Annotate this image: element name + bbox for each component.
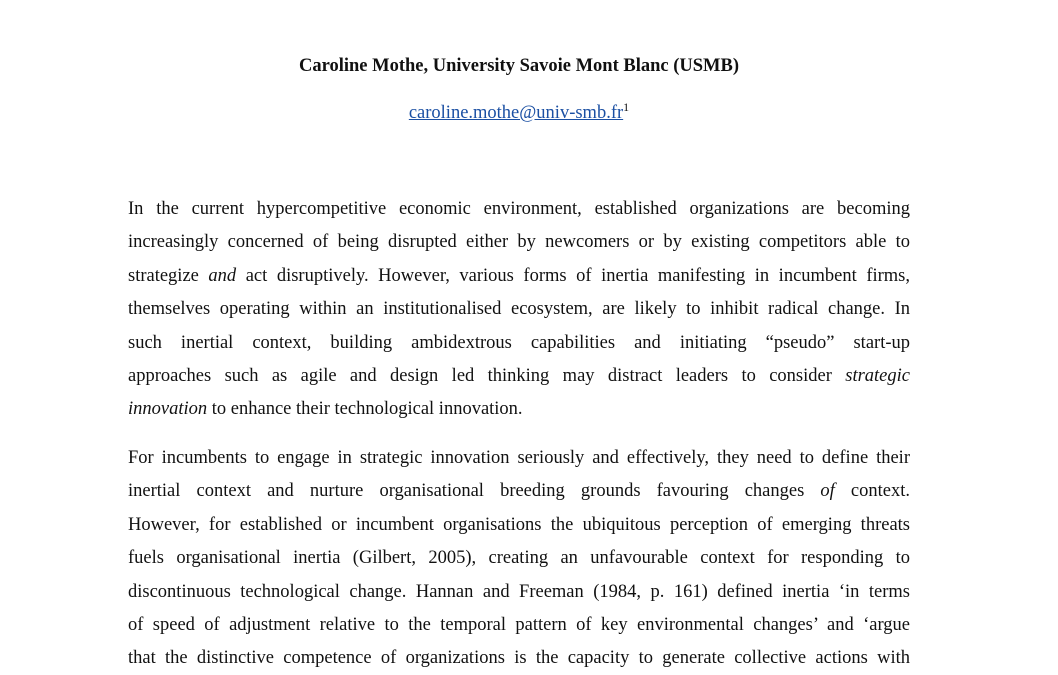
text-run: fuels organisational inertia (Gilbert, 2005), creating an unfavourable context for responding to xyxy=(128,548,910,569)
paragraph-2 xyxy=(128,442,910,675)
paragraph-line xyxy=(128,327,910,360)
text-run: of speed of adjustment relative to the temporal pattern of key environmental changes’ and ‘argue xyxy=(128,614,910,635)
text-run: inertial context and nurture organisational breeding grounds favouring changes xyxy=(128,481,821,502)
footnote-marker: 1 xyxy=(623,100,630,114)
paragraph-line xyxy=(128,260,910,293)
text-run: such inertial context, building ambidextrous capabilities and initiating “pseudo” start-up xyxy=(128,332,910,353)
text-run: In the current hypercompetitive economic environment, established organizations are becoming xyxy=(128,199,910,219)
italic-text: innovation xyxy=(128,399,208,420)
paragraph-line xyxy=(128,475,910,508)
paragraph-line xyxy=(128,293,910,326)
italic-text: strategic xyxy=(845,365,910,386)
text-run: themselves operating within an institutionalised ecosystem, are likely to inhibit radical change. In xyxy=(128,299,910,320)
paragraph-line xyxy=(128,442,910,475)
paragraph-line xyxy=(128,393,910,426)
paragraph-line xyxy=(128,542,910,575)
paragraph-line xyxy=(128,609,910,642)
email-link[interactable]: caroline.mothe@univ-smb.fr xyxy=(408,103,624,123)
text-run: strategize xyxy=(128,265,209,286)
paragraph-line xyxy=(128,360,910,393)
text-run: to enhance their technological innovation. xyxy=(207,399,523,420)
text-run: However, for established or incumbent organisations the ubiquitous perception of emerging threats xyxy=(128,514,910,535)
paragraph-line xyxy=(128,193,910,226)
text-run: act disruptively. However, various forms of inertia manifesting in incumbent firms, xyxy=(236,265,910,286)
text-run: approaches such as agile and design led thinking may distract leaders to consider xyxy=(128,365,846,386)
text-run: discontinuous technological change. Hannan and Freeman (1984, p. 161) defined inertia ‘in terms xyxy=(128,581,910,602)
text-run: increasingly concerned of being disrupted either by newcomers or by existing competitors able to xyxy=(128,232,910,253)
text-run: For incumbents to engage in strategic innovation seriously and effectively, they need to define their xyxy=(128,448,910,468)
paragraph-line xyxy=(128,509,910,542)
text-run: that the distinctive competence of organizations is the capacity to generate collective actions with xyxy=(128,648,910,669)
paragraph-line xyxy=(128,576,910,609)
italic-text: of xyxy=(820,481,835,502)
paragraph-line xyxy=(128,226,910,259)
paragraph-1 xyxy=(128,193,910,427)
italic-text: and xyxy=(208,265,237,286)
author-affiliation: Caroline Mothe, University Savoie Mont Blanc (USMB) xyxy=(298,56,740,76)
email-line xyxy=(0,100,1038,126)
paragraph-line xyxy=(128,642,910,675)
text-run: context. xyxy=(834,481,910,502)
